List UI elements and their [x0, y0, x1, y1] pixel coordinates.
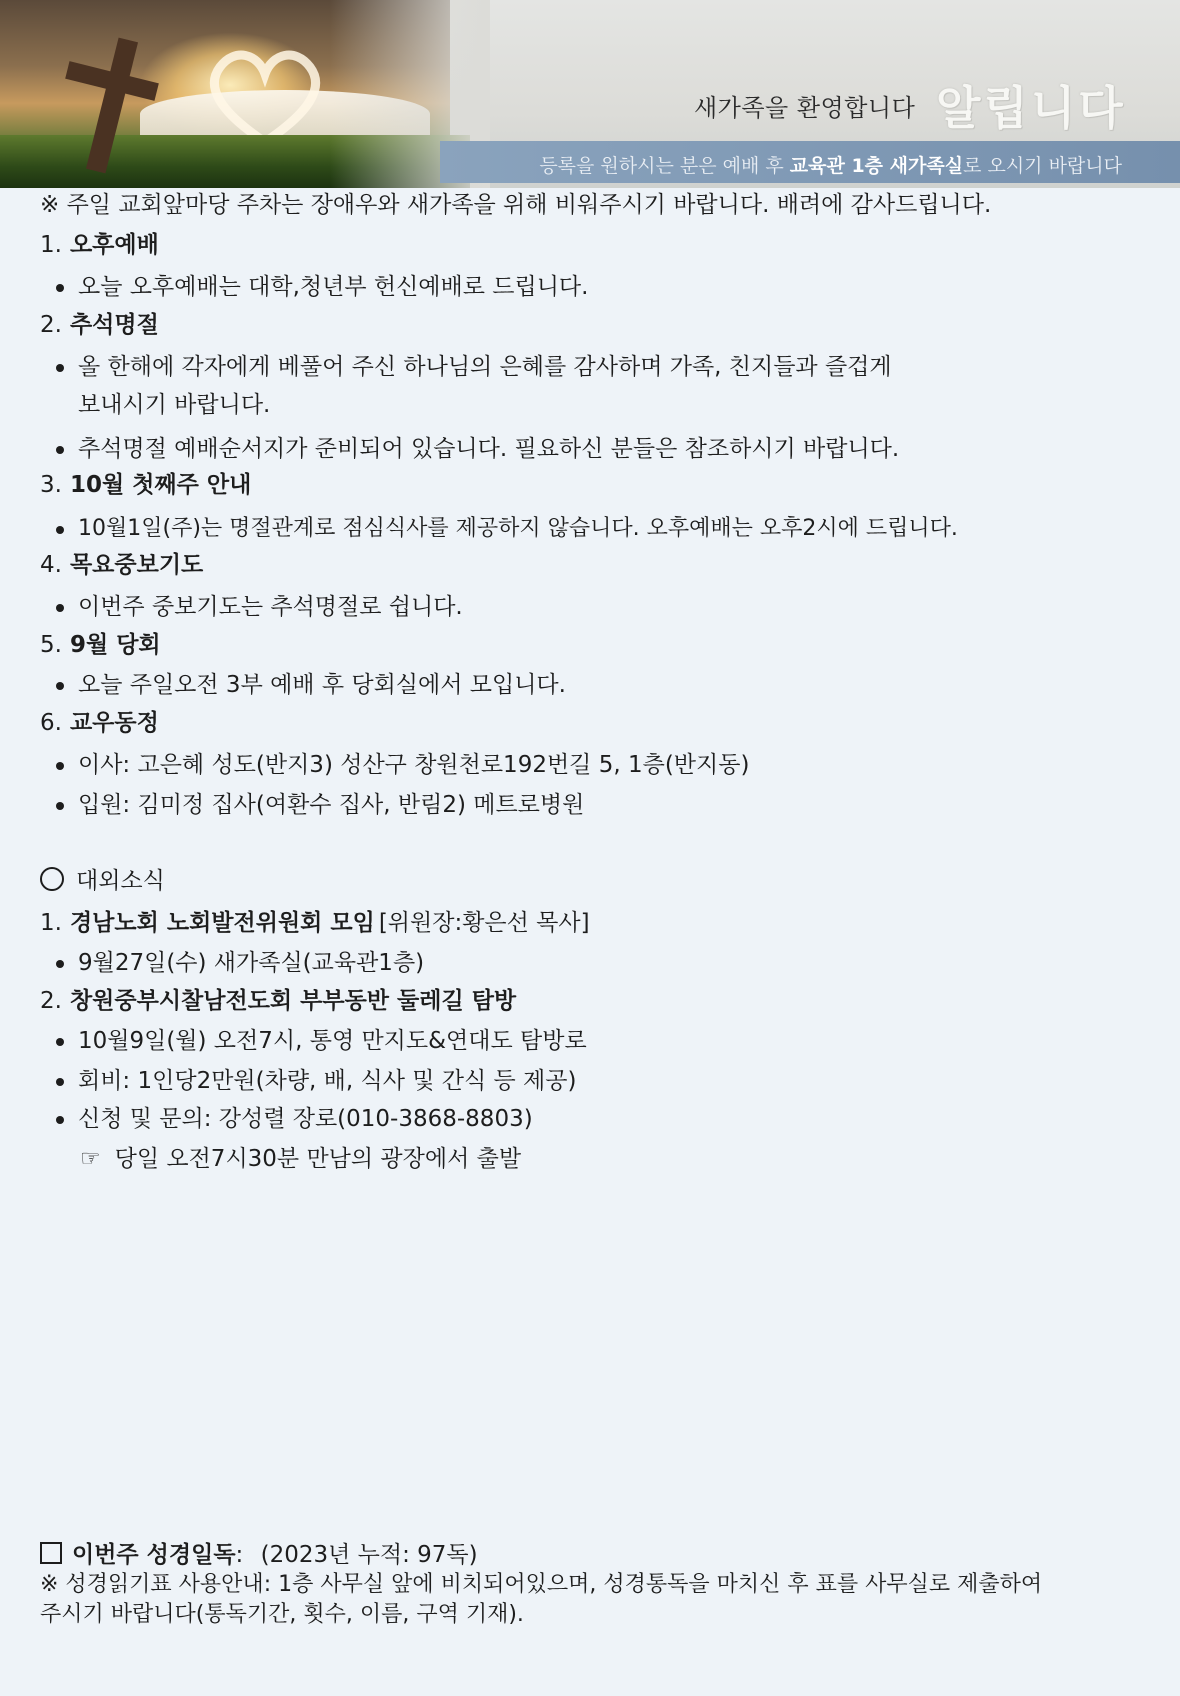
circle-icon	[40, 867, 64, 891]
section-heading: 5. 9월 당회	[40, 632, 161, 658]
list-item: 오늘 주일오전 3부 예배 후 당회실에서 모입니다.	[78, 672, 566, 698]
section-heading: 1. 오후예배	[40, 232, 159, 258]
bible-reading-guide: ※ 성경읽기표 사용안내: 1층 사무실 앞에 비치되어있으며, 성경통독을 마치신 후 표를 사무실로 제출하여	[40, 1572, 1043, 1597]
list-item: 신청 및 문의: 강성렬 장로(010-3868-8803)	[78, 1106, 533, 1132]
parking-notice: ※ 주일 교회앞마당 주차는 장애우와 새가족을 위해 비워주시기 바랍니다. 배려에 감사드립니다.	[40, 192, 992, 218]
registration-text: 등록을 원하시는 분은 예배 후 교육관 1층 새가족실로 오시기 바랍니다	[539, 155, 1122, 177]
list-item: 오늘 오후예배는 대학,청년부 헌신예배로 드립니다.	[78, 274, 589, 300]
pointing-hand-icon: ☞	[80, 1146, 101, 1172]
list-item: 9월27일(수) 새가족실(교육관1층)	[78, 950, 425, 976]
bible-reading-guide-continuation: 주시기 바랍니다(통독기간, 횟수, 이름, 구역 기재).	[40, 1602, 524, 1627]
welcome-text: 새가족을 환영합니다	[694, 94, 916, 122]
list-item: 10월9일(월) 오전7시, 통영 만지도&연대도 탐방로	[78, 1028, 587, 1054]
list-item: 입원: 김미정 집사(여환수 집사, 반림2) 메트로병원	[78, 792, 585, 818]
section-heading: 4. 목요중보기도	[40, 552, 204, 578]
external-news-label: 대외소식	[40, 866, 165, 896]
section-heading: 1. 경남노회 노회발전위원회 모임 [위원장:황은선 목사]	[40, 910, 590, 936]
section-heading: 3. 10월 첫째주 안내	[40, 472, 252, 498]
list-item: 이사: 고은혜 성도(반지3) 성산구 창원천로192번길 5, 1층(반지동)	[78, 752, 750, 778]
list-item: 추석명절 예배순서지가 준비되어 있습니다. 필요하신 분들은 참조하시기 바랍니다.	[78, 436, 900, 462]
list-item: 10월1일(주)는 명절관계로 점심식사를 제공하지 않습니다. 오후예배는 오후2시에 드립니다.	[78, 514, 958, 544]
bible-reading-line: 이번주 성경일독: (2023년 누적: 97독)	[40, 1540, 478, 1570]
list-item: 이번주 중보기도는 추석명절로 쉽니다.	[78, 594, 463, 620]
departure-note: ☞ 당일 오전7시30분 만남의 광장에서 출발	[80, 1146, 522, 1172]
section-heading: 2. 추석명절	[40, 312, 159, 338]
list-item: 회비: 1인당2만원(차량, 배, 식사 및 간식 등 제공)	[78, 1068, 577, 1094]
page-title: 알립니다	[936, 81, 1126, 135]
list-item: 올 한해에 각자에게 베풀어 주신 하나님의 은혜를 감사하며 가족, 친지들과 즐겁게	[78, 354, 892, 380]
section-heading: 2. 창원중부시찰남전도회 부부동반 둘레길 탐방	[40, 988, 517, 1014]
section-heading: 6. 교우동정	[40, 710, 159, 736]
checkbox-icon	[40, 1542, 62, 1564]
list-item-continuation: 보내시기 바랍니다.	[78, 392, 271, 418]
